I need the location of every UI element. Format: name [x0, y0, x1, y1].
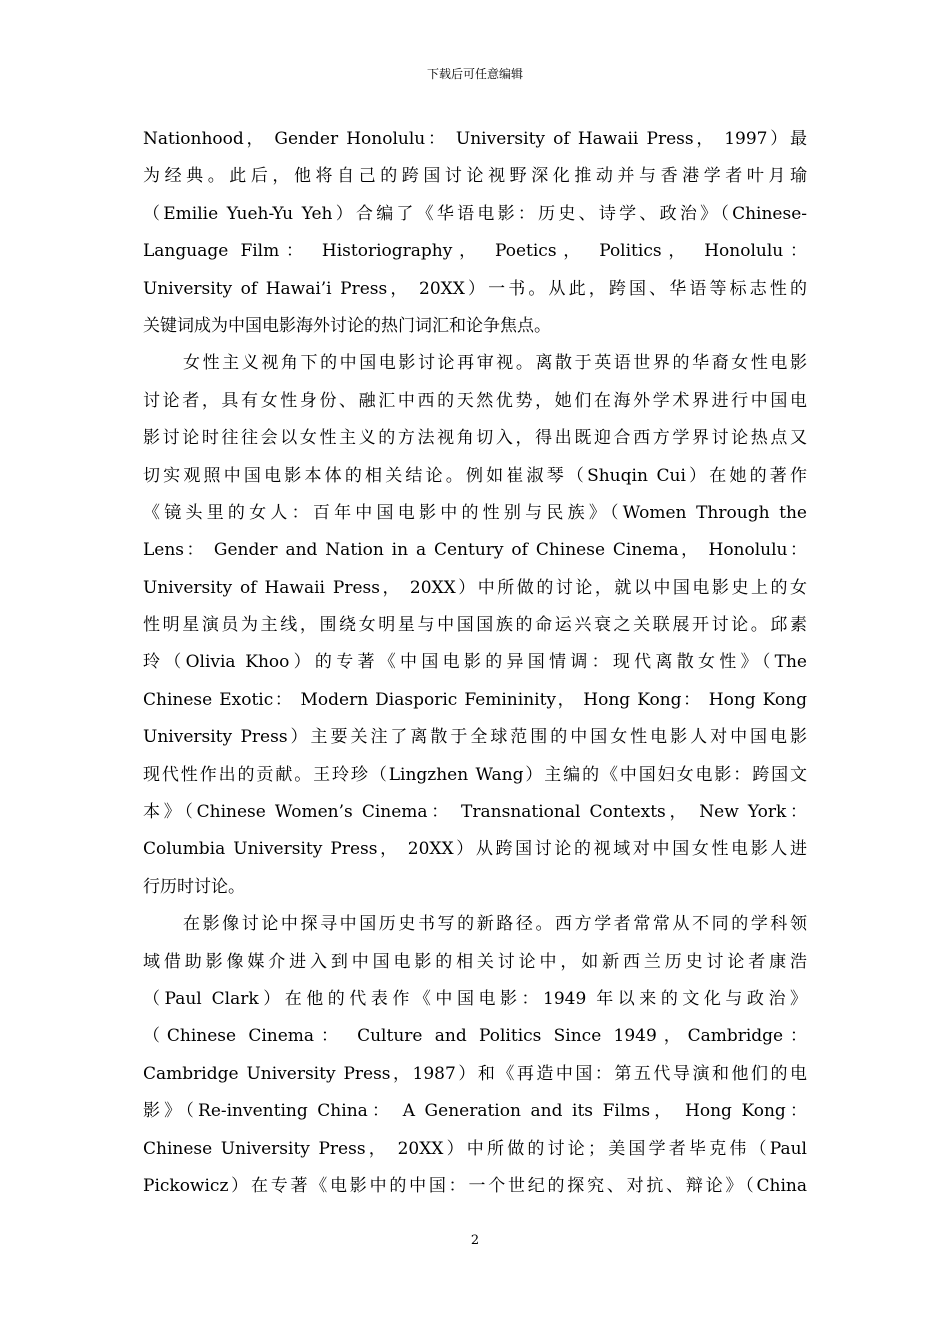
- text-line: University of Hawaii Press， 20XX）中所做的讨论，就以中国电影史上的女: [143, 577, 807, 598]
- text-line: Chinese University Press， 20XX）中所做的讨论；美国学者毕克伟（Paul: [143, 1138, 807, 1159]
- text-line: 影讨论时往往会以女性主义的方法视角切入，得出既迎合西方学界讨论热点又: [143, 428, 807, 449]
- text-line: 影》（Re-inventing China： A Generation and its Films， Hong Kong：: [143, 1101, 807, 1122]
- text-line: Columbia University Press， 20XX）从跨国讨论的视域对中国女性电影人进: [143, 839, 807, 860]
- text-line: Language Film： Historiography， Poetics， Politics， Honolulu：: [143, 241, 807, 262]
- page-header: 下载后可任意编辑: [426, 67, 523, 81]
- text-line: 现代性作出的贡献。王玲珍（Lingzhen Wang）主编的《中国妇女电影：跨国文: [143, 764, 807, 785]
- text-line: Chinese Exotic： Modern Diasporic Femininity， Hong Kong： Hong Kong: [143, 689, 807, 710]
- text-line: （Emilie Yueh-Yu Yeh）合编了《华语电影：历史、诗学、政治》（Chinese-: [143, 203, 807, 224]
- text-line: 切实观照中国电影本体的相关结论。例如崔淑琴（Shuqin Cui）在她的著作: [143, 465, 807, 486]
- text-line: 本》（Chinese Women’s Cinema： Transnational Contexts， New York：: [143, 802, 807, 823]
- text-line: Nationhood， Gender Honolulu： University of Hawaii Press， 1997）最: [143, 129, 807, 149]
- text-line: Lens： Gender and Nation in a Century of Chinese Cinema， Honolulu：: [143, 540, 807, 561]
- text-line: 在影像讨论中探寻中国历史书写的新路径。西方学者常常从不同的学科领: [183, 914, 807, 935]
- body-text: [143, 121, 807, 1205]
- text-line: 性明星演员为主线，围绕女明星与中国国族的命运兴衰之关联展开讨论。邱素: [143, 615, 807, 636]
- text-line: （Paul Clark）在他的代表作《中国电影：1949 年以来的文化与政治》: [143, 988, 807, 1009]
- page-number: 2: [470, 1233, 480, 1248]
- paragraph: [143, 121, 807, 345]
- text-line: （Chinese Cinema： Culture and Politics Since 1949，Cambridge：: [143, 1026, 807, 1047]
- text-line: 玲（Olivia Khoo）的专著《中国电影的异国情调：现代离散女性》（The: [143, 652, 807, 673]
- text-line: University of Hawai’i Press， 20XX）一书。从此，跨国、华语等标志性的: [143, 278, 807, 299]
- text-line: Pickowicz）在专著《电影中的中国：一个世纪的探究、对抗、辩论》（China: [143, 1175, 807, 1196]
- text-line: Cambridge University Press，1987）和《再造中国：第五代导演和他们的电: [143, 1063, 807, 1084]
- text-line: 为经典。此后，他将自己的跨国讨论视野深化推动并与香港学者叶月瑜: [143, 166, 807, 187]
- text-line: 行历时讨论。: [143, 876, 245, 897]
- text-line: University Press）主要关注了离散于全球范围的中国女性电影人对中国电影: [143, 727, 807, 748]
- text-line: 讨论者，具有女性身份、融汇中西的天然优势，她们在海外学术界进行中国电: [143, 390, 807, 411]
- text-line: 女性主义视角下的中国电影讨论再审视。离散于英语世界的华裔女性电影: [183, 353, 807, 374]
- text-line: 关键词成为中国电影海外讨论的热门词汇和论争焦点。: [143, 315, 551, 336]
- text-line: 《镜头里的女人：百年中国电影中的性别与民族》（Women Through the: [143, 502, 807, 523]
- paragraph: [143, 345, 807, 906]
- paragraph: [143, 906, 807, 1205]
- text-line: 域借助影像媒介进入到中国电影的相关讨论中，如新西兰历史讨论者康浩: [143, 951, 807, 972]
